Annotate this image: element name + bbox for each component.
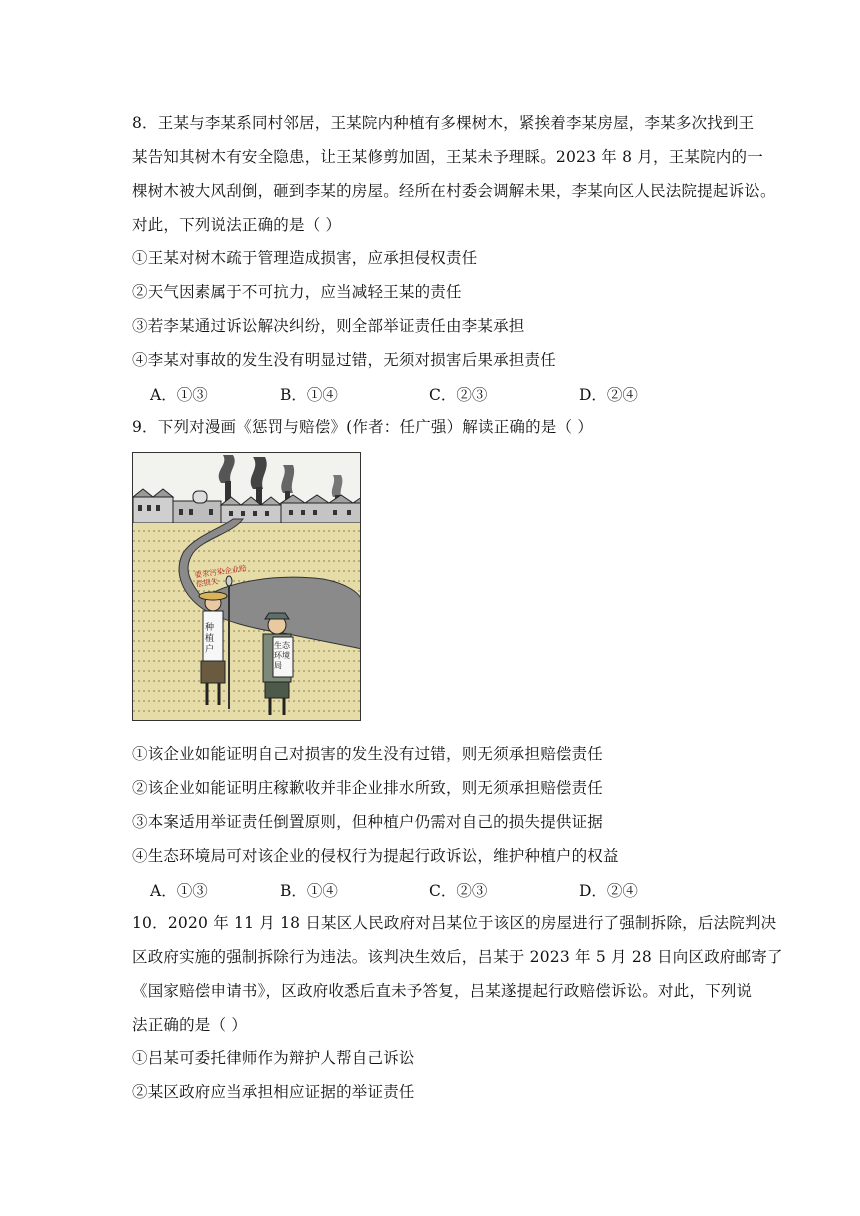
q8-option-c[interactable]: C．②③	[429, 386, 488, 404]
cartoon-figure	[132, 452, 361, 721]
q9-stem: 9．下列对漫画《惩罚与赔偿》(作者：任广强）解读正确的是（ ）	[132, 418, 594, 436]
q9-option-d[interactable]: D．②④	[579, 882, 638, 900]
q9-statement-4: ④生态环境局可对该企业的侵权行为提起行政诉讼，维护种植户的权益	[132, 847, 619, 865]
q9-options	[132, 879, 732, 899]
q10-statement-2: ②某区政府应当承担相应证据的举证责任	[132, 1083, 415, 1101]
cartoon-bureau-label: 生态环境局	[274, 641, 290, 670]
cartoon-farmer-label: 种植户	[205, 623, 215, 655]
q8-stem-line-3: 棵树木被大风刮倒，砸到李某的房屋。经所在村委会调解未果，李某向区人民法院提起诉讼。	[132, 182, 776, 200]
q9-option-b[interactable]: B．①④	[280, 882, 338, 900]
q10-stem-line-1: 10．2020 年 11 月 18 日某区人民政府对吕某位于该区的房屋进行了强制拆除，后法院判决	[132, 914, 777, 932]
q9-statement-3: ③本案适用举证责任倒置原则，但种植户仍需对自己的损失提供证据	[132, 813, 604, 831]
q8-options	[132, 383, 732, 403]
cartoon-sign-text: 要求污染企业赔偿损失	[194, 563, 248, 589]
q10-statement-1: ①吕某可委托律师作为辩护人帮自己诉讼	[132, 1049, 415, 1067]
q8-stem-line-2: 某告知其树木有安全隐患，让王某修剪加固，王某未予理睬。2023 年 8 月，王某院内的一	[132, 148, 763, 166]
q8-option-a[interactable]: A．①③	[150, 386, 208, 404]
q10-stem-line-3: 《国家赔偿申请书》，区政府收悉后直未予答复，吕某遂提起行政赔偿诉讼。对此，下列说	[132, 982, 753, 1000]
cartoon-illustration	[133, 453, 361, 721]
q8-statement-4: ④李某对事故的发生没有明显过错，无须对损害后果承担责任	[132, 351, 556, 369]
q10-stem-line-2: 区政府实施的强制拆除行为违法。该判决生效后，吕某于 2023 年 5 月 28 日向区政府邮寄了	[132, 948, 783, 966]
q9-option-c[interactable]: C．②③	[429, 882, 488, 900]
q8-option-d[interactable]: D．②④	[579, 386, 638, 404]
q8-statement-3: ③若李某通过诉讼解决纠纷，则全部举证责任由李某承担	[132, 317, 525, 335]
q8-statement-2: ②天气因素属于不可抗力，应当减轻王某的责任	[132, 283, 462, 301]
q8-stem-line-1: 8．王某与李某系同村邻居，王某院内种植有多棵树木，紧挨着李某房屋，李某多次找到王	[132, 114, 755, 132]
q9-statement-2: ②该企业如能证明庄稼歉收并非企业排水所致，则无须承担赔偿责任	[132, 779, 604, 797]
q10-stem-line-4: 法正确的是（ ）	[132, 1016, 248, 1034]
q9-statement-1: ①该企业如能证明自己对损害的发生没有过错，则无须承担赔偿责任	[132, 745, 604, 763]
q8-option-b[interactable]: B．①④	[280, 386, 338, 404]
q8-statement-1: ①王某对树木疏于管理造成损害，应承担侵权责任	[132, 249, 478, 267]
q8-stem-line-4: 对此，下列说法正确的是（ ）	[132, 216, 342, 234]
q9-option-a[interactable]: A．①③	[150, 882, 208, 900]
